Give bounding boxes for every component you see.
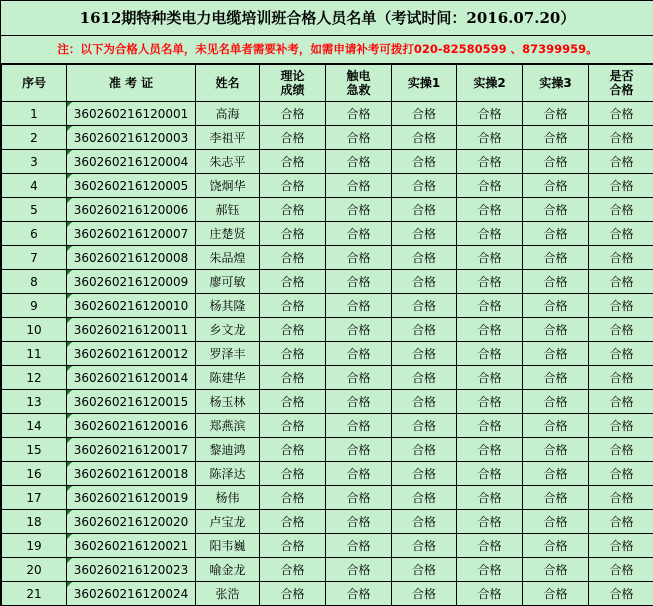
cell-result[interactable]: 合格 [457, 174, 523, 198]
cell-result[interactable]: 合格 [260, 294, 326, 318]
cell-result[interactable]: 合格 [260, 558, 326, 582]
table-row [2, 126, 653, 150]
cell-result[interactable]: 合格 [260, 414, 326, 438]
cell-result[interactable]: 合格 [589, 390, 653, 414]
cell-result[interactable]: 合格 [326, 126, 392, 150]
cell-result[interactable]: 合格 [392, 150, 457, 174]
cell-result[interactable]: 合格 [392, 582, 457, 606]
table-row [2, 342, 653, 366]
cell-seq[interactable]: 20 [2, 558, 67, 582]
cell-result[interactable]: 合格 [326, 294, 392, 318]
cell-result[interactable]: 合格 [457, 390, 523, 414]
cell-name[interactable]: 杨玉林 [196, 390, 260, 414]
cell-exam-id[interactable]: 360260216120020 [67, 510, 196, 534]
table-row [2, 558, 653, 582]
cell-result[interactable]: 合格 [523, 270, 589, 294]
cell-result[interactable]: 合格 [589, 270, 653, 294]
cell-result[interactable]: 合格 [392, 318, 457, 342]
col-header-seq[interactable]: 序号 [2, 65, 67, 102]
cell-exam-id[interactable]: 360260216120008 [67, 246, 196, 270]
cell-seq[interactable]: 13 [2, 390, 67, 414]
cell-result[interactable]: 合格 [260, 102, 326, 126]
cell-exam-id[interactable]: 360260216120016 [67, 414, 196, 438]
cell-seq[interactable]: 3 [2, 150, 67, 174]
cell-seq[interactable]: 1 [2, 102, 67, 126]
cell-exam-id[interactable]: 360260216120005 [67, 174, 196, 198]
cell-result[interactable]: 合格 [326, 534, 392, 558]
table-row [2, 150, 653, 174]
cell-seq[interactable]: 8 [2, 270, 67, 294]
cell-result[interactable]: 合格 [260, 198, 326, 222]
cell-seq[interactable]: 15 [2, 438, 67, 462]
cell-result[interactable]: 合格 [589, 198, 653, 222]
col-header-exam-id[interactable]: 准 考 证 [67, 65, 196, 102]
cell-result[interactable]: 合格 [589, 414, 653, 438]
cell-exam-id[interactable]: 360260216120003 [67, 126, 196, 150]
cell-result[interactable]: 合格 [260, 318, 326, 342]
cell-result[interactable]: 合格 [523, 462, 589, 486]
cell-result[interactable]: 合格 [457, 318, 523, 342]
cell-result[interactable]: 合格 [523, 198, 589, 222]
cell-name[interactable]: 陈泽达 [196, 462, 260, 486]
cell-result[interactable]: 合格 [523, 558, 589, 582]
cell-result[interactable]: 合格 [457, 582, 523, 606]
cell-result[interactable]: 合格 [260, 150, 326, 174]
cell-seq[interactable]: 2 [2, 126, 67, 150]
cell-result[interactable]: 合格 [523, 174, 589, 198]
cell-name[interactable]: 黎迪鸿 [196, 438, 260, 462]
cell-result[interactable]: 合格 [523, 126, 589, 150]
cell-result[interactable]: 合格 [326, 342, 392, 366]
cell-result[interactable]: 合格 [326, 486, 392, 510]
cell-seq[interactable]: 19 [2, 534, 67, 558]
cell-name[interactable]: 罗泽丰 [196, 342, 260, 366]
cell-result[interactable]: 合格 [457, 270, 523, 294]
cell-seq[interactable]: 18 [2, 510, 67, 534]
cell-result[interactable]: 合格 [523, 390, 589, 414]
cell-result[interactable]: 合格 [457, 414, 523, 438]
cell-result[interactable]: 合格 [392, 294, 457, 318]
table-row [2, 174, 653, 198]
cell-result[interactable]: 合格 [523, 582, 589, 606]
cell-result[interactable]: 合格 [523, 246, 589, 270]
cell-result[interactable]: 合格 [589, 486, 653, 510]
cell-result[interactable]: 合格 [589, 150, 653, 174]
cell-exam-id[interactable]: 360260216120024 [67, 582, 196, 606]
cell-result[interactable]: 合格 [457, 366, 523, 390]
cell-result[interactable]: 合格 [589, 366, 653, 390]
cell-result[interactable]: 合格 [260, 174, 326, 198]
cell-result[interactable]: 合格 [523, 366, 589, 390]
cell-result[interactable]: 合格 [457, 246, 523, 270]
cell-result[interactable]: 合格 [457, 102, 523, 126]
cell-result[interactable]: 合格 [326, 582, 392, 606]
cell-name[interactable]: 杨其隆 [196, 294, 260, 318]
cell-exam-id[interactable]: 360260216120015 [67, 390, 196, 414]
cell-result[interactable]: 合格 [260, 246, 326, 270]
cell-result[interactable]: 合格 [392, 126, 457, 150]
col-header-practice1[interactable]: 实操1 [392, 65, 457, 102]
cell-result[interactable]: 合格 [392, 102, 457, 126]
cell-result[interactable]: 合格 [589, 438, 653, 462]
cell-seq[interactable]: 5 [2, 198, 67, 222]
cell-seq[interactable]: 9 [2, 294, 67, 318]
cell-exam-id[interactable]: 360260216120009 [67, 270, 196, 294]
cell-exam-id[interactable]: 360260216120014 [67, 366, 196, 390]
cell-result[interactable]: 合格 [457, 486, 523, 510]
col-header-practice2[interactable]: 实操2 [457, 65, 523, 102]
cell-result[interactable]: 合格 [326, 102, 392, 126]
cell-result[interactable]: 合格 [326, 558, 392, 582]
cell-result[interactable]: 合格 [260, 534, 326, 558]
cell-result[interactable]: 合格 [589, 246, 653, 270]
cell-result[interactable]: 合格 [260, 462, 326, 486]
cell-seq[interactable]: 7 [2, 246, 67, 270]
cell-result[interactable]: 合格 [589, 342, 653, 366]
table-row [2, 246, 653, 270]
cell-result[interactable]: 合格 [326, 414, 392, 438]
cell-result[interactable]: 合格 [260, 510, 326, 534]
cell-exam-id[interactable]: 360260216120006 [67, 198, 196, 222]
cell-name[interactable]: 李祖平 [196, 126, 260, 150]
cell-result[interactable]: 合格 [523, 294, 589, 318]
cell-result[interactable]: 合格 [392, 534, 457, 558]
cell-result[interactable]: 合格 [326, 438, 392, 462]
cell-seq[interactable]: 10 [2, 318, 67, 342]
cell-result[interactable]: 合格 [260, 342, 326, 366]
cell-exam-id[interactable]: 360260216120021 [67, 534, 196, 558]
col-header-name[interactable]: 姓名 [196, 65, 260, 102]
col-header-practice3[interactable]: 实操3 [523, 65, 589, 102]
cell-exam-id[interactable]: 360260216120004 [67, 150, 196, 174]
cell-result[interactable]: 合格 [523, 510, 589, 534]
cell-result[interactable]: 合格 [260, 582, 326, 606]
cell-result[interactable]: 合格 [523, 150, 589, 174]
cell-result[interactable]: 合格 [392, 558, 457, 582]
col-header-passed[interactable]: 是否 合格 [589, 65, 653, 102]
cell-result[interactable]: 合格 [457, 534, 523, 558]
cell-result[interactable]: 合格 [523, 342, 589, 366]
cell-exam-id[interactable]: 360260216120001 [67, 102, 196, 126]
cell-result[interactable]: 合格 [589, 102, 653, 126]
cell-seq[interactable]: 6 [2, 222, 67, 246]
cell-result[interactable]: 合格 [326, 318, 392, 342]
table-row [2, 366, 653, 390]
table-row [2, 222, 653, 246]
table-row [2, 294, 653, 318]
cell-result[interactable]: 合格 [392, 222, 457, 246]
cell-result[interactable]: 合格 [589, 222, 653, 246]
cell-result[interactable]: 合格 [392, 510, 457, 534]
cell-result[interactable]: 合格 [326, 198, 392, 222]
cell-exam-id[interactable]: 360260216120023 [67, 558, 196, 582]
cell-exam-id[interactable]: 360260216120012 [67, 342, 196, 366]
cell-result[interactable]: 合格 [457, 510, 523, 534]
cell-result[interactable]: 合格 [523, 102, 589, 126]
cell-result[interactable]: 合格 [326, 222, 392, 246]
cell-result[interactable]: 合格 [326, 366, 392, 390]
cell-result[interactable]: 合格 [523, 534, 589, 558]
cell-seq[interactable]: 16 [2, 462, 67, 486]
cell-result[interactable]: 合格 [392, 486, 457, 510]
table-row [2, 414, 653, 438]
cell-result[interactable]: 合格 [326, 462, 392, 486]
cell-result[interactable]: 合格 [457, 222, 523, 246]
cell-name[interactable]: 高海 [196, 102, 260, 126]
cell-name[interactable]: 庄楚贤 [196, 222, 260, 246]
cell-result[interactable]: 合格 [260, 438, 326, 462]
notice-text: 注：以下为合格人员名单，未见名单者需要补考，如需申请补考可拨打020-82580599 、87399959。 [1, 36, 653, 64]
cell-result[interactable]: 合格 [589, 582, 653, 606]
cell-result[interactable]: 合格 [326, 174, 392, 198]
cell-result[interactable]: 合格 [326, 270, 392, 294]
cell-result[interactable]: 合格 [392, 246, 457, 270]
col-header-first-aid[interactable]: 触电 急救 [326, 65, 392, 102]
table-row [2, 102, 653, 126]
cell-result[interactable]: 合格 [457, 150, 523, 174]
cell-result[interactable]: 合格 [326, 510, 392, 534]
cell-name[interactable]: 喻金龙 [196, 558, 260, 582]
cell-result[interactable]: 合格 [457, 462, 523, 486]
cell-exam-id[interactable]: 360260216120017 [67, 438, 196, 462]
cell-result[interactable]: 合格 [457, 126, 523, 150]
cell-seq[interactable]: 11 [2, 342, 67, 366]
cell-result[interactable]: 合格 [523, 486, 589, 510]
cell-result[interactable]: 合格 [589, 126, 653, 150]
cell-result[interactable]: 合格 [392, 174, 457, 198]
cell-result[interactable]: 合格 [392, 414, 457, 438]
cell-result[interactable]: 合格 [392, 270, 457, 294]
cell-name[interactable]: 朱品煌 [196, 246, 260, 270]
cell-result[interactable]: 合格 [260, 270, 326, 294]
table-row [2, 318, 653, 342]
cell-result[interactable]: 合格 [392, 198, 457, 222]
cell-exam-id[interactable]: 360260216120019 [67, 486, 196, 510]
cell-exam-id[interactable]: 360260216120018 [67, 462, 196, 486]
table-row [2, 534, 653, 558]
cell-exam-id[interactable]: 360260216120007 [67, 222, 196, 246]
table-row [2, 486, 653, 510]
cell-result[interactable]: 合格 [523, 438, 589, 462]
cell-name[interactable]: 廖可敏 [196, 270, 260, 294]
cell-name[interactable]: 乡文龙 [196, 318, 260, 342]
cell-result[interactable]: 合格 [457, 342, 523, 366]
table-row [2, 510, 653, 534]
cell-result[interactable]: 合格 [523, 318, 589, 342]
cell-name[interactable]: 卢宝龙 [196, 510, 260, 534]
table-row [2, 438, 653, 462]
cell-seq[interactable]: 4 [2, 174, 67, 198]
cell-result[interactable]: 合格 [392, 366, 457, 390]
table-row [2, 270, 653, 294]
cell-result[interactable]: 合格 [260, 126, 326, 150]
cell-result[interactable]: 合格 [589, 558, 653, 582]
cell-name[interactable]: 郝钰 [196, 198, 260, 222]
table-row [2, 582, 653, 606]
cell-name[interactable]: 张浩 [196, 582, 260, 606]
cell-seq[interactable]: 12 [2, 366, 67, 390]
cell-result[interactable]: 合格 [457, 558, 523, 582]
cell-result[interactable]: 合格 [589, 318, 653, 342]
results-table [1, 64, 653, 606]
cell-result[interactable]: 合格 [457, 438, 523, 462]
cell-name[interactable]: 陈建华 [196, 366, 260, 390]
cell-result[interactable]: 合格 [326, 150, 392, 174]
cell-seq[interactable]: 14 [2, 414, 67, 438]
cell-exam-id[interactable]: 360260216120010 [67, 294, 196, 318]
cell-result[interactable]: 合格 [589, 534, 653, 558]
cell-name[interactable]: 朱志平 [196, 150, 260, 174]
cell-result[interactable]: 合格 [260, 366, 326, 390]
cell-name[interactable]: 郑燕滨 [196, 414, 260, 438]
cell-exam-id[interactable]: 360260216120011 [67, 318, 196, 342]
table-row [2, 198, 653, 222]
cell-name[interactable]: 饶炯华 [196, 174, 260, 198]
cell-result[interactable]: 合格 [260, 222, 326, 246]
cell-result[interactable]: 合格 [589, 462, 653, 486]
col-header-theory[interactable]: 理论 成绩 [260, 65, 326, 102]
cell-result[interactable]: 合格 [392, 438, 457, 462]
cell-result[interactable]: 合格 [326, 390, 392, 414]
cell-result[interactable]: 合格 [392, 342, 457, 366]
cell-result[interactable]: 合格 [260, 486, 326, 510]
cell-seq[interactable]: 21 [2, 582, 67, 606]
cell-result[interactable]: 合格 [589, 174, 653, 198]
cell-name[interactable]: 杨伟 [196, 486, 260, 510]
cell-result[interactable]: 合格 [523, 222, 589, 246]
sheet-title: 1612期特种类电力电缆培训班合格人员名单（考试时间：2016.07.20） [1, 0, 653, 36]
cell-result[interactable]: 合格 [260, 390, 326, 414]
table-row [2, 390, 653, 414]
cell-result[interactable]: 合格 [457, 294, 523, 318]
header-row [2, 65, 653, 102]
cell-name[interactable]: 阳韦巍 [196, 534, 260, 558]
table-row [2, 462, 653, 486]
cell-result[interactable]: 合格 [326, 246, 392, 270]
cell-result[interactable]: 合格 [589, 510, 653, 534]
cell-result[interactable]: 合格 [457, 198, 523, 222]
table-body [2, 102, 653, 606]
cell-result[interactable]: 合格 [589, 294, 653, 318]
cell-result[interactable]: 合格 [392, 462, 457, 486]
cell-result[interactable]: 合格 [523, 414, 589, 438]
cell-result[interactable]: 合格 [392, 390, 457, 414]
cell-seq[interactable]: 17 [2, 486, 67, 510]
